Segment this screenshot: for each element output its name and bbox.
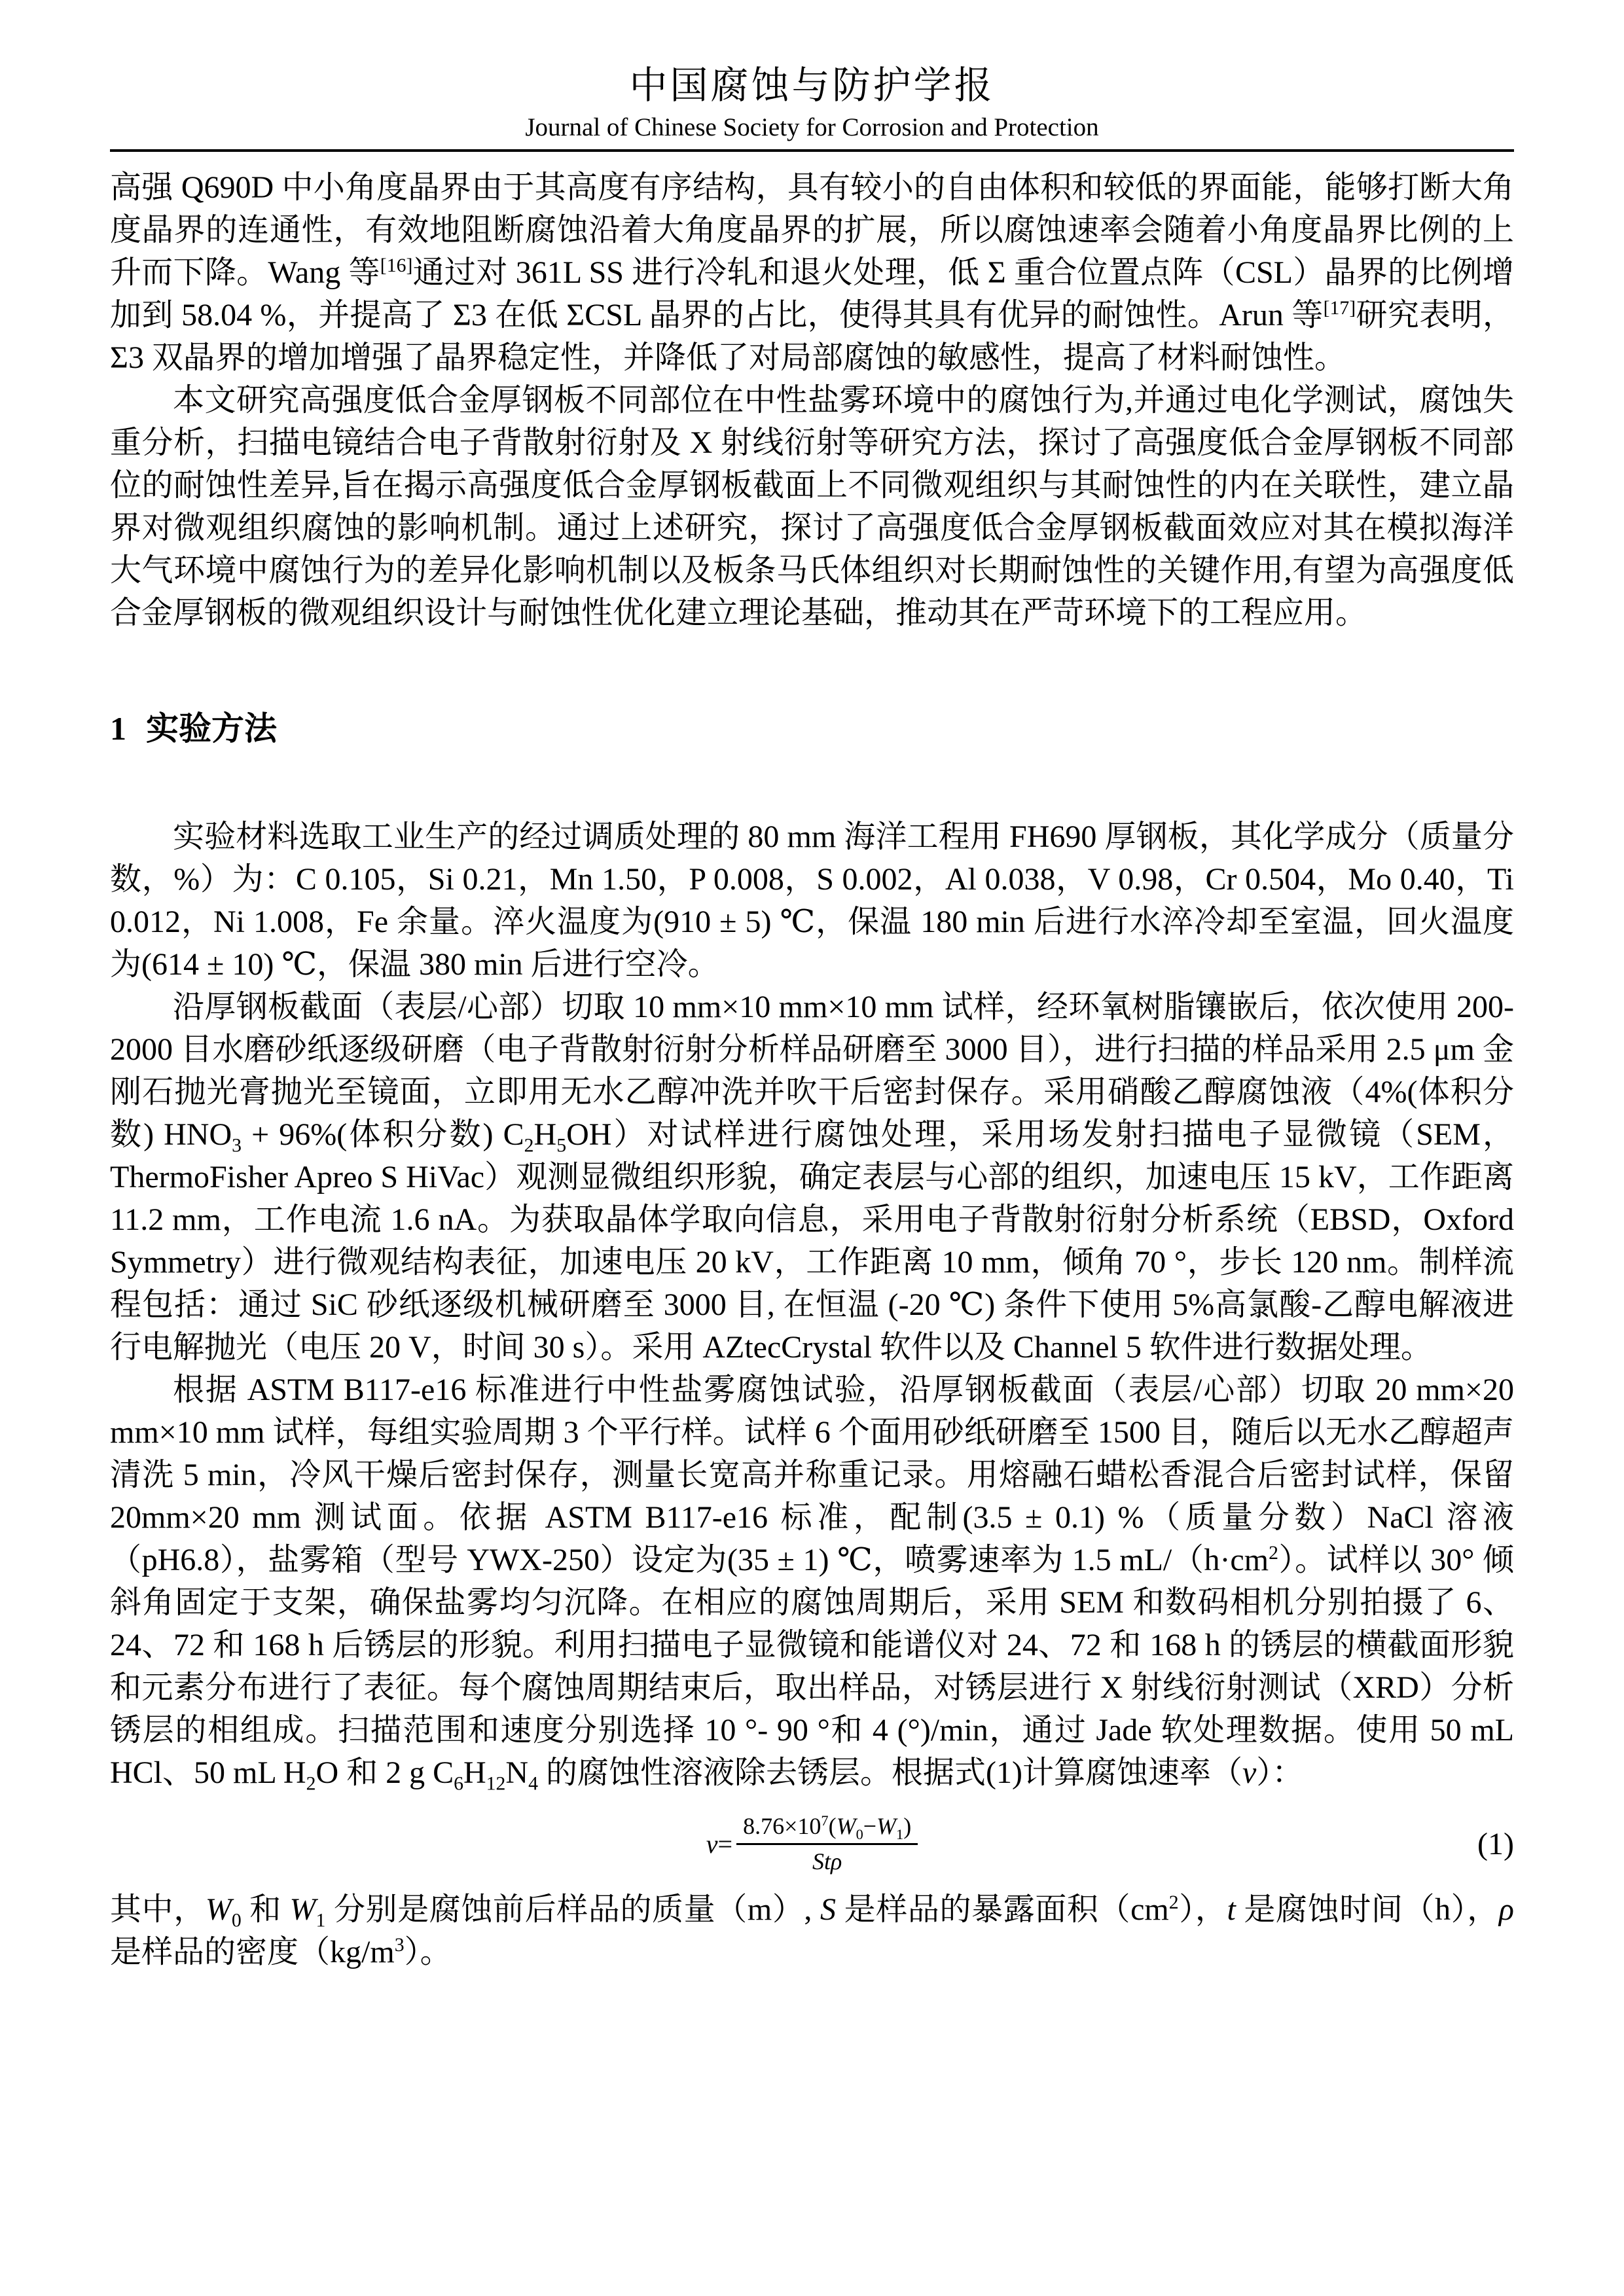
section-title: 实验方法 [146,710,277,747]
journal-header [110,62,1514,152]
paragraph-variable-definitions: 其中，$W_0$ 和 $W_1$ 分别是腐蚀前后样品的质量（m）, S 是样品的暴露面积$(cm^2)$，t 是腐蚀时间（h），ρ 是样品的密度$(kg/m^3)$。 [110,1891,1514,1969]
equation-numerator: $8.76\times 10^7(W_0-W_1)$ [736,1812,918,1845]
section-number: 1 [110,710,126,747]
paragraph-salt-spray-test: 根据 ASTM B117-e16 标准进行中性盐雾腐蚀试验，沿厚钢板截面（表层/心部）切取 20 mm×20 mm×10 mm 试样，每组实验周期 3 个平行样。试样 6 个面用砂纸研磨至 1500 目，随后以无水乙醇超声清洗 5 min，冷风干燥后密封保存，测量长宽高并称重记录。用熔融石蜡松香混合后密封试样，保留 20mm×20 mm 测试面。依据 ASTM B117-e16 标准，配制(3.5 ± 0.1) %（质量分数）NaCl 溶液（pH6.8），盐雾箱（型号 YWX-250）设定为(35 ± 1) ℃，喷雾速率为 1.5 $mL/(h\cdot cm^2)$。试样以 30° 倾斜角固定于支架，确保盐雾均匀沉降。在相应的腐蚀周期后，采用 SEM 和数码相机分别拍摄了 6、24、72 和 168 h 后锈层的形貌。利用扫描电子显微镜和能谱仪对 24、72 和 168 h 的锈层的横截面形貌和元素分布进行了表征。每个腐蚀周期结束后，取出样品，对锈层进行 X 射线衍射测试（XRD）分析锈层的相组成。扫描范围和速度分别选择 10 °- 90 °和 4 (°)/min，通过 Jade 软处理数据。使用 50 mL HCl、50 mL $H_2O$ 和 2 g $C_6H_{12}N_4$ 的腐蚀性溶液除去锈层。根据式(1)计算腐蚀速率（v）： [110,1372,1514,1795]
equation-lhs: v= [706,1829,733,1859]
journal-title-chinese: 中国腐蚀与防护学报 [629,64,995,107]
equation-1-row [110,1812,1514,1876]
article-body [110,166,1514,1973]
paragraph-research-scope: 本文研究高强度低合金厚钢板不同部位在中性盐雾环境中的腐蚀行为,并通过电化学测试，腐蚀失重分析，扫描电镜结合电子背散射衍射及 X 射线衍射等研究方法，探讨了高强度低合金厚钢板不同部位的耐蚀性差异,旨在揭示高强度低合金厚钢板截面上不同微观组织与其耐蚀性的内在关联性，建立晶界对微观组织腐蚀的影响机制。通过上述研究，探讨了高强度低合金厚钢板截面效应对其在模拟海洋大气环境中腐蚀行为的差异化影响机制以及板条马氏体组织对长期耐蚀性的关键作用,有望为高强度低合金厚钢板的微观组织设计与耐蚀性优化建立理论基础，推动其在严苛环境下的工程应用。 [110,383,1514,631]
equation-fraction [736,1812,918,1876]
header-divider [110,149,1514,152]
paragraph-sample-preparation: 沿厚钢板截面（表层/心部）切取 10 mm×10 mm×10 mm 试样，经环氧树脂镶嵌后，依次使用 200-2000 目水磨砂纸逐级研磨（电子背散射衍射分析样品研磨至 3000 目），进行扫描的样品采用 2.5 μm 金刚石抛光膏抛光至镜面，立即用无水乙醇冲洗并吹干后密封保存。采用硝酸乙醇腐蚀液（4%(体积分数) $HNO_3 + 96\%$(体积分数) $C_2H_5OH$）对试样进行腐蚀处理，采用场发射扫描电子显微镜（SEM，ThermoFisher Apreo S HiVac）观测显微组织形貌，确定表层与心部的组织，加速电压 15 kV，工作距离 11.2 mm，工作电流 1.6 nA。为获取晶体学取向信息，采用电子背散射衍射分析系统（EBSD，Oxford Symmetry）进行微观结构表征，加速电压 20 kV，工作距离 10 mm，倾角 70 °，步长 120 nm。制样流程包括：通过 SiC 砂纸逐级机械研磨至 3000 目, 在恒温 (-20 ℃) 条件下使用 5%高氯酸-乙醇电解液进行电解抛光（电压 20 V，时间 30 s）。采用 AZtecCrystal 软件以及 Channel 5 软件进行数据处理。 [110,990,1514,1365]
corrosion-rate-formula [706,1812,918,1876]
section-heading-experimental-method [110,708,1514,750]
paragraph-material-composition: 实验材料选取工业生产的经过调质处理的 80 mm 海洋工程用 FH690 厚钢板，其化学成分（质量分数，%）为：C 0.105，Si 0.21，Mn 1.50，P 0.008，S 0.002，Al 0.038，V 0.98，Cr 0.504，Mo 0.40，Ti 0.012，Ni 1.008，Fe 余量。淬火温度为(910 ± 5) ℃，保温 180 min 后进行水淬冷却至室温，回火温度为(614 ± 10) ℃，保温 380 min 后进行空冷。 [110,819,1514,982]
journal-title-english: Journal of Chinese Society for Corrosion and Protection [525,113,1099,141]
equation-denominator: Stρ [812,1848,842,1875]
paragraph-grain-boundary-discussion: 高强 Q690D 中小角度晶界由于其高度有序结构，具有较小的自由体积和较低的界面能，能够打断大角度晶界的连通性，有效地阻断腐蚀沿着大角度晶界的扩展，所以腐蚀速率会随着小角度晶界比例的上升而下降。Wang 等[16]通过对 361L SS 进行冷轧和退火处理，低 Σ 重合位置点阵（CSL）晶界的比例增加到 58.04 %，并提高了 Σ3 在低 ΣCSL 晶界的占比，使得其具有优异的耐蚀性。Arun 等[17]研究表明，Σ3 双晶界的增加增强了晶界稳定性，并降低了对局部腐蚀的敏感性，提高了材料耐蚀性。 [110,170,1514,376]
equation-number: (1) [1477,1827,1514,1862]
